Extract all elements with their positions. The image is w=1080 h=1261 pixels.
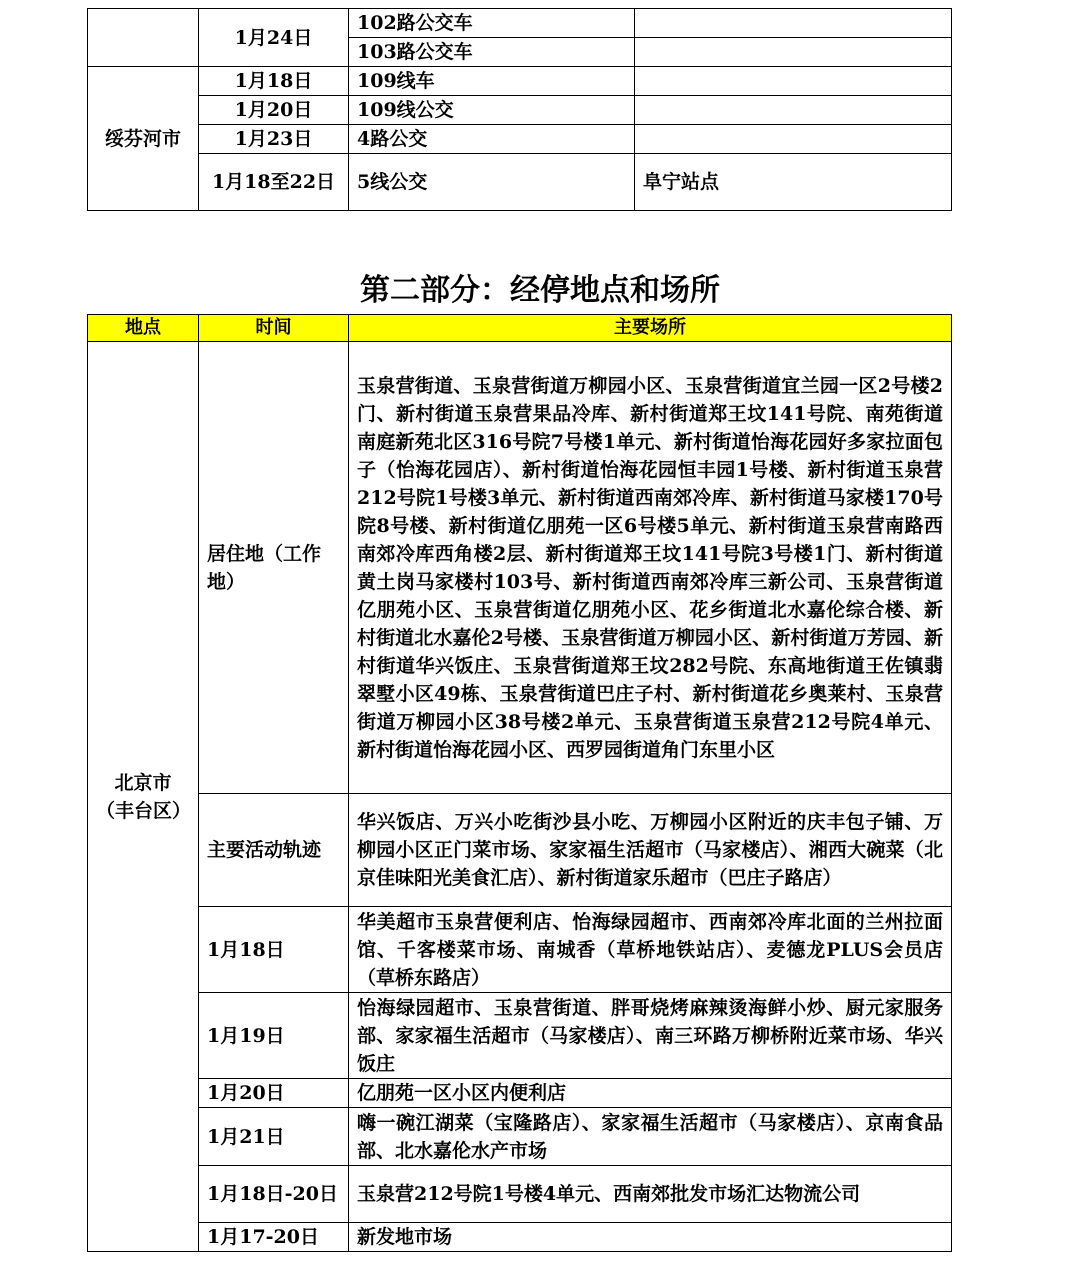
venue-cell: 玉泉营212号院1号楼4单元、西南郊批发市场汇达物流公司: [349, 1166, 952, 1223]
note-cell: [635, 9, 952, 38]
date-cell: 1月18日: [199, 67, 349, 96]
venue-cell: 嗨一碗江湖菜（宝隆路店）、家家福生活超市（马家楼店）、京南食品部、北水嘉伦水产市场: [349, 1108, 952, 1166]
route-cell: 109线公交: [349, 96, 635, 125]
route-cell: 5线公交: [349, 154, 635, 211]
route-cell: 109线车: [349, 67, 635, 96]
date-cell: 1月20日: [199, 96, 349, 125]
time-cell: 1月19日: [199, 993, 349, 1079]
note-cell: 阜宁站点: [635, 154, 952, 211]
time-cell: 1月17-20日: [199, 1223, 349, 1252]
time-cell: 1月20日: [199, 1079, 349, 1108]
note-cell: [635, 125, 952, 154]
section-title: 第二部分：经停地点和场所: [360, 273, 720, 308]
city-cell-empty: [88, 9, 199, 67]
time-cell: 居住地（工作地）: [199, 342, 349, 794]
date-cell: 1月18至22日: [199, 154, 349, 211]
venue-cell: 玉泉营街道、玉泉营街道万柳园小区、玉泉营街道宜兰园一区2号楼2门、新村街道玉泉营果品冷库、新村街道郑王坟141号院、南苑街道南庭新苑北区316号院7号楼1单元、新村街道怡海花园好多家拉面包子（怡海花园店）、新村街道怡海花园恒丰园1号楼、新村街道玉泉营212号院1号楼3单元、新村街道西南郊冷库、新村街道马家楼170号院8号楼、新村街道亿朋苑一区6号楼5单元、新村街道玉泉营南路西南郊冷库西角楼2层、新村街道郑王坟141号院3号楼1门、新村街道黄土岗马家楼村103号、新村街道西南郊冷库三新公司、玉泉营街道亿朋苑小区、玉泉营街道亿朋苑小区、花乡街道北水嘉伦综合楼、新村街道北水嘉伦2号楼、玉泉营街道万柳园小区、新村街道万芳园、新村街道华兴饭庄、玉泉营街道郑王坟282号院、东高地街道王佐镇翡翠墅小区49栋、玉泉营街道巴庄子村、新村街道花乡奥莱村、玉泉营街道万柳园小区38号楼2单元、玉泉营街道玉泉营212号院4单元、新村街道怡海花园小区、西罗园街道角门东里小区: [349, 342, 952, 794]
date-cell: 1月24日: [199, 9, 349, 67]
note-cell: [635, 38, 952, 67]
time-cell: 1月21日: [199, 1108, 349, 1166]
venue-cell: 华兴饭店、万兴小吃街沙县小吃、万柳园小区附近的庆丰包子铺、万柳园小区正门菜市场、家家福生活超市（马家楼店）、湘西大碗菜（北京佳味阳光美食汇店）、新村街道家乐超市（巴庄子路店）: [349, 794, 952, 907]
note-cell: [635, 96, 952, 125]
header-time: 时间: [199, 315, 349, 342]
time-cell: 1月18日: [199, 907, 349, 993]
city-cell: 绥芬河市: [88, 67, 199, 211]
header-venue: 主要场所: [349, 315, 952, 342]
venue-cell: 华美超市玉泉营便利店、怡海绿园超市、西南郊冷库北面的兰州拉面馆、千客楼菜市场、南城香（草桥地铁站店）、麦德龙PLUS会员店（草桥东路店）: [349, 907, 952, 993]
route-cell: 103路公交车: [349, 38, 635, 67]
time-cell: 1月18日-20日: [199, 1166, 349, 1223]
route-cell: 4路公交: [349, 125, 635, 154]
city-cell: 北京市（丰台区）: [88, 342, 199, 1252]
venue-cell: 怡海绿园超市、玉泉营街道、胖哥烧烤麻辣烫海鲜小炒、厨元家服务部、家家福生活超市（马家楼店）、南三环路万柳桥附近菜市场、华兴饭庄: [349, 993, 952, 1079]
bus-route-table: [87, 8, 952, 211]
venue-table: [87, 314, 952, 1252]
header-place: 地点: [88, 315, 199, 342]
venue-cell: 新发地市场: [349, 1223, 952, 1252]
route-cell: 102路公交车: [349, 9, 635, 38]
note-cell: [635, 67, 952, 96]
venue-cell: 亿朋苑一区小区内便利店: [349, 1079, 952, 1108]
time-cell: 主要活动轨迹: [199, 794, 349, 907]
date-cell: 1月23日: [199, 125, 349, 154]
